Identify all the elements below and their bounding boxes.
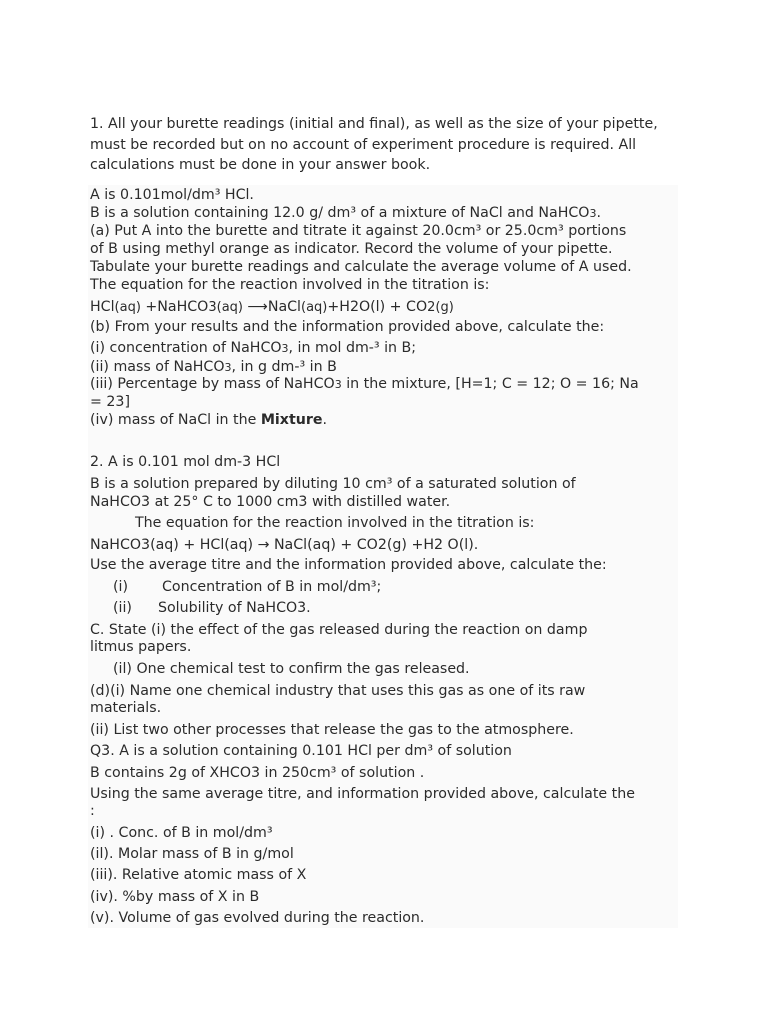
q2-item-i: (i) Concentration of B in mol/dm³; [113, 579, 382, 595]
q1-part-a-line-2: of B using methyl orange as indicator. Record the volume of your pipette. [90, 241, 613, 257]
q3-item-v: (v). Volume of gas evolved during the reaction. [90, 910, 425, 926]
q2-equation-intro: The equation for the reaction involved in the titration is: [135, 515, 535, 531]
q2-d-line-2: materials. [90, 700, 162, 716]
q1-b-line: B is a solution containing 12.0 g/ dm³ of a mixture of NaCl and NaHCO3. [90, 205, 601, 221]
q2-c-line-2: litmus papers. [90, 639, 192, 655]
q2-b-line-2: NaHCO3 at 25° C to 1000 cm3 with distilled water. [90, 494, 451, 510]
q2-item-ii: (ii) Solubility of NaHCO3. [113, 600, 311, 616]
q1-a-line: A is 0.101mol/dm³ HCl. [90, 187, 254, 203]
q3-b-line: B contains 2g of XHCO3 in 250cm³ of solution . [90, 765, 425, 781]
q1-equation: HCl(aq) +NaHCO3(aq) ⟶NaCl(aq)+H2O(l) + CO2(g) [90, 299, 454, 315]
q3-use-line-2: : [90, 803, 95, 819]
q1-part-b: (b) From your results and the information provided above, calculate the: [90, 319, 605, 335]
q1-b-iii-line-2: = 23] [90, 394, 130, 410]
q1-b-iii-line-1: (iii) Percentage by mass of NaHCO3 in the mixture, [H=1; C = 12; O = 16; Na [90, 376, 639, 392]
q2-equation: NaHCO3(aq) + HCl(aq) → NaCl(aq) + CO2(g) +H2 O(l). [90, 537, 479, 553]
intro-text: 1. All your burette readings (initial and final), as well as the size of your pipette, must be recorded but on no account of experiment procedure is required. All calculations must be done in your answer book. [90, 116, 658, 173]
q3-title: Q3. A is a solution containing 0.101 HCl per dm³ of solution [90, 743, 512, 759]
q2-use-line: Use the average titre and the information provided above, calculate the: [90, 557, 607, 573]
q1-part-a-line-4: The equation for the reaction involved in the titration is: [90, 277, 490, 293]
q2-d-ii: (ii) List two other processes that release the gas to the atmosphere. [90, 722, 574, 738]
intro-paragraph [90, 114, 680, 176]
q3-item-i: (i) . Conc. of B in mol/dm³ [90, 825, 273, 841]
q2-title: 2. A is 0.101 mol dm-3 HCl [90, 454, 281, 470]
q2-c-line-1: C. State (i) the effect of the gas released during the reaction on damp [90, 622, 588, 638]
q1-part-a-line-1: (a) Put A into the burette and titrate it against 20.0cm³ or 25.0cm³ portions [90, 223, 627, 239]
q1-b-iv: (iv) mass of NaCl in the Mixture. [90, 412, 327, 428]
q3-item-iv: (iv). %by mass of X in B [90, 889, 260, 905]
q1-b-ii: (ii) mass of NaHCO3, in g dm-³ in B [90, 359, 337, 375]
q3-item-ii: (il). Molar mass of B in g/mol [90, 846, 294, 862]
q2-d-line-1: (d)(i) Name one chemical industry that uses this gas as one of its raw [90, 683, 586, 699]
q3-use-line-1: Using the same average titre, and information provided above, calculate the [90, 786, 635, 802]
q2-c-ii: (il) One chemical test to confirm the gas released. [113, 661, 470, 677]
q1-b-i: (i) concentration of NaHCO3, in mol dm-³ in B; [90, 340, 417, 356]
q3-item-iii: (iii). Relative atomic mass of X [90, 867, 307, 883]
q1-part-a-line-3: Tabulate your burette readings and calculate the average volume of A used. [90, 259, 632, 275]
q2-b-line-1: B is a solution prepared by diluting 10 cm³ of a saturated solution of [90, 476, 576, 492]
